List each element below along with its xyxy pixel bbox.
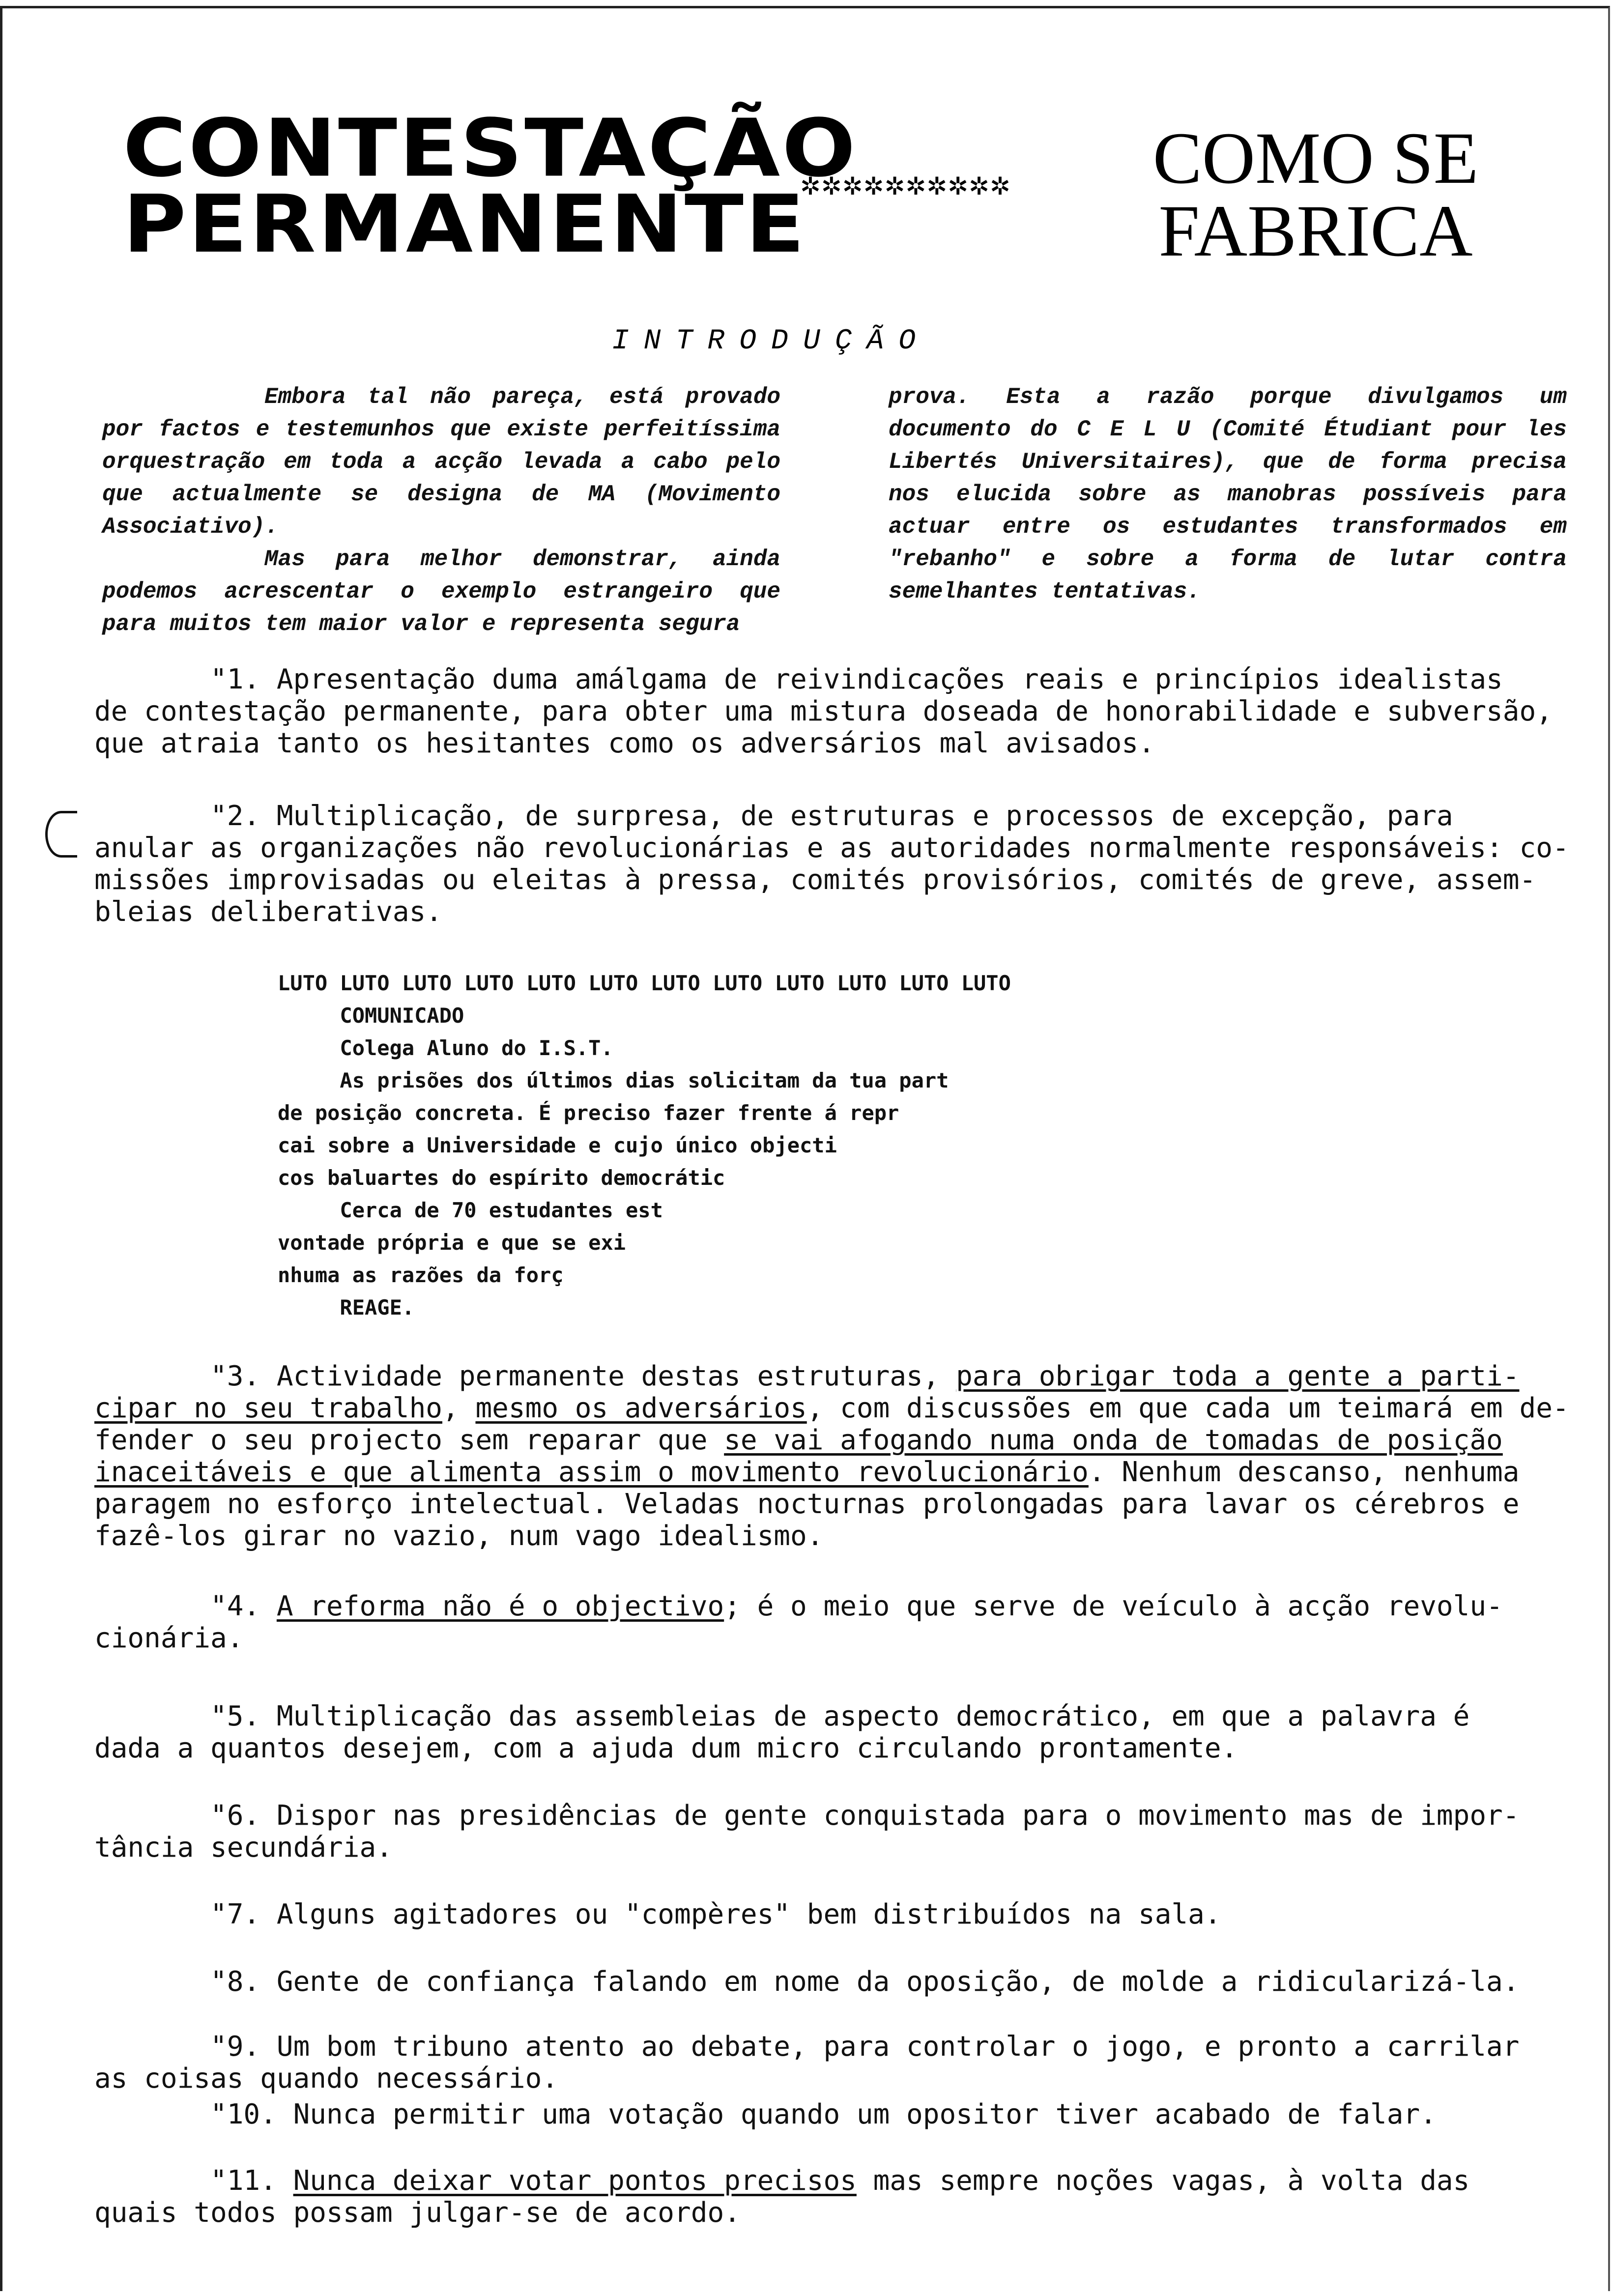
point-3-line: fazê-los girar no vazio, num vago idealismo. <box>94 1520 824 1552</box>
text-span: . Nenhum descanso, nenhuma <box>1088 1456 1520 1488</box>
point-9-line: "9. Um bom tribuno atento ao debate, para controlar o jogo, e pronto a carrilar <box>94 2031 1520 2063</box>
communique-excerpt <box>278 967 1555 1324</box>
point-6-line: tância secundária. <box>94 1832 393 1864</box>
point-8-line: "8. Gente de confiança falando em nome da oposição, de molde a ridicularizá-la. <box>94 1966 1520 1998</box>
point-2-line: bleias deliberativas. <box>94 896 443 928</box>
underlined-text: mesmo os adversários <box>475 1392 807 1424</box>
title-line-1: CONTESTAÇÃO <box>123 102 858 195</box>
point-2-line: "2. Multiplicação, de surpresa, de estruturas e processos de excepção, para <box>94 800 1453 832</box>
communique-line: LUTO LUTO LUTO LUTO LUTO LUTO LUTO LUTO LUTO LUTO LUTO LUTO <box>278 971 1011 995</box>
point-11-line: quais todos possam julgar-se de acordo. <box>94 2197 741 2229</box>
communique-line: de posição concreta. É preciso fazer frente á repr <box>278 1101 899 1125</box>
point-3-line <box>94 1392 1569 1424</box>
communique-line: COMUNICADO <box>278 1004 464 1028</box>
communique-line: vontade própria e que se exi <box>278 1231 626 1255</box>
underlined-text: A reforma não é o objectivo <box>276 1590 724 1622</box>
point-1-line: de contestação permanente, para obter uma mistura doseada de honorabilidade e subversão, <box>94 695 1553 727</box>
communique-line: cai sobre a Universidade e cujo único objecti <box>278 1133 837 1157</box>
point-2 <box>94 800 1569 928</box>
point-4 <box>94 1590 1549 1654</box>
text-span: fender o seu projecto sem reparar que <box>94 1424 724 1456</box>
title-line-2: PERMANENTE <box>123 178 807 271</box>
text-span: "4. <box>94 1590 277 1622</box>
intro-right-paragraph: prova. Esta a razão porque divulgamos um documento do C E L U (Comité Étudiant pour les Libertés Universitaires), que de forma precisa nos elucida sobre as manobras possíveis para actuar entre os estudantes transformados em "rebanho" e sobre a forma de lutar contra semelhantes tentativas. <box>889 384 1567 604</box>
text-span: ; é o meio que serve de veículo à acção revolu- <box>724 1590 1503 1622</box>
point-9 <box>94 2031 1549 2095</box>
communique-line: As prisões dos últimos dias solicitam da tua part <box>278 1068 949 1092</box>
underlined-text: cipar no seu trabalho <box>94 1392 443 1424</box>
point-1-line: "1. Apresentação duma amálgama de reivindicações reais e princípios idealistas <box>94 663 1503 695</box>
main-title <box>123 102 858 271</box>
point-10 <box>94 2098 1549 2130</box>
underlined-text: Nunca deixar votar pontos precisos <box>293 2165 857 2197</box>
subtitle <box>1112 117 1520 272</box>
point-1-line: que atraia tanto os hesitantes como os adversários mal avisados. <box>94 727 1155 759</box>
point-3-line <box>94 1360 1549 1392</box>
point-2-line: anular as organizações não revolucionárias e as autoridades normalmente responsáveis: co- <box>94 832 1569 864</box>
intro-left-paragraph-2: Mas para melhor demonstrar, ainda podemos acrescentar o exemplo estrangeiro que para muitos tem maior valor e representa segura <box>102 546 780 637</box>
communique-line: cos baluartes do espírito democrátic <box>278 1166 725 1190</box>
communique-line: REAGE. <box>278 1295 415 1320</box>
point-6 <box>94 1800 1549 1864</box>
point-7-line: "7. Alguns agitadores ou "compères" bem distribuídos na sala. <box>94 1898 1221 1930</box>
point-4-line <box>94 1590 1549 1622</box>
point-11-line <box>94 2165 1549 2197</box>
underlined-text: inaceitáveis e que alimenta assim o movimento revolucionário <box>94 1456 1089 1488</box>
point-10-line: "10. Nunca permitir uma votação quando um opositor tiver acabado de falar. <box>94 2098 1437 2130</box>
text-span: , com discussões em que cada um teimará em de- <box>806 1392 1569 1424</box>
text-span: , <box>442 1392 476 1424</box>
text-span: "3. Actividade permanente destas estruturas, <box>94 1360 956 1392</box>
subtitle-line-2: FABRICA <box>1158 190 1473 272</box>
communique-line: Colega Aluno do I.S.T. <box>278 1036 613 1060</box>
point-3-line <box>94 1424 1549 1456</box>
point-5-line: "5. Multiplicação das assembleias de aspecto democrático, em que a palavra é <box>94 1700 1470 1732</box>
intro-left-column <box>102 381 780 640</box>
subtitle-line-1: COMO SE <box>1152 117 1479 199</box>
underlined-text: para obrigar toda a gente a parti- <box>956 1360 1520 1392</box>
intro-left-paragraph-1: Embora tal não pareça, está provado por factos e testemunhos que existe perfeitíssima orquestração em toda a acção levada a cabo pelo que actualmente se designa de MA (Movimento Associativo). <box>102 384 780 540</box>
point-6-line: "6. Dispor nas presidências de gente conquistada para o movimento mas de impor- <box>94 1800 1520 1832</box>
intro-heading: INTRODUÇÃO <box>612 325 931 357</box>
point-9-line: as coisas quando necessário. <box>94 2063 559 2095</box>
communique-line: Cerca de 70 estudantes est <box>278 1198 663 1222</box>
handwritten-mark <box>45 811 77 858</box>
intro-right-column <box>889 381 1567 608</box>
text-span: mas sempre noções vagas, à volta das <box>856 2165 1470 2197</box>
point-11 <box>94 2165 1549 2229</box>
point-5-line: dada a quantos desejem, com a ajuda dum micro circulando prontamente. <box>94 1732 1238 1764</box>
point-3-line: paragem no esforço intelectual. Veladas nocturnas prolongadas para lavar os cérebros e <box>94 1488 1520 1520</box>
point-3-line <box>94 1456 1549 1488</box>
point-3 <box>94 1360 1569 1552</box>
communique-line: nhuma as razões da forç <box>278 1263 564 1287</box>
point-8 <box>94 1966 1549 1998</box>
point-7 <box>94 1898 1549 1930</box>
text-span: "11. <box>94 2165 293 2197</box>
star-divider: ✲✲✲✲✲✲✲✲✲✲ <box>800 172 1011 201</box>
point-1 <box>94 663 1553 759</box>
point-5 <box>94 1700 1549 1764</box>
underlined-text: se vai afogando numa onda de tomadas de posição <box>724 1424 1503 1456</box>
point-4-line: cionária. <box>94 1622 244 1654</box>
point-2-line: missões improvisadas ou eleitas à pressa, comités provisórios, comités de greve, assem- <box>94 864 1536 896</box>
